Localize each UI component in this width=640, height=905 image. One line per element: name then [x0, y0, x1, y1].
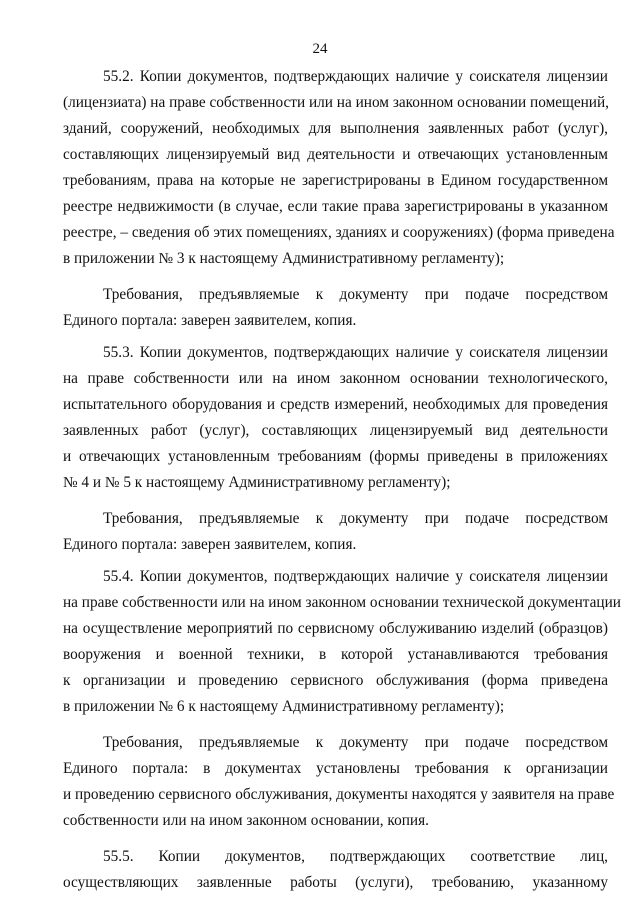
paragraph-55-4 — [63, 564, 621, 720]
paragraph-55-3 — [63, 340, 608, 496]
text-line: заявленных работ (услуг), составляющих лицензируемый вид деятельности — [63, 422, 608, 439]
text-line: вооружения и военной техники, в которой устанавливаются требования — [63, 646, 608, 663]
text-line: (лицензиата) на праве собственности или на ином законном основании помещений, — [63, 94, 609, 111]
text-line: и проведению сервисного обслуживания, документы находятся у заявителя на праве — [63, 786, 615, 803]
text-line: зданий, сооружений, необходимых для выполнения заявленных работ (услуг), — [63, 120, 608, 137]
text-line: к организации и проведению сервисного обслуживания (форма приведена — [63, 672, 608, 689]
text-line: в приложении № 6 к настоящему Административному регламенту); — [63, 698, 505, 715]
document-body — [63, 64, 621, 896]
paragraph-requirements-2 — [63, 506, 608, 558]
text-line: и отвечающих установленным требованиям (формы приведены в приложениях — [63, 448, 608, 465]
paragraph-requirements-3 — [63, 730, 615, 834]
text-line: на осуществление мероприятий по сервисному обслуживанию изделий (образцов) — [63, 620, 608, 637]
text-line: 55.4. Копии документов, подтверждающих наличие у соискателя лицензии — [103, 568, 608, 585]
text-line: испытательного оборудования и средств измерений, необходимых для проведения — [63, 396, 608, 413]
text-line: требованиям, права на которые не зарегистрированы в Едином государственном — [63, 172, 608, 189]
text-line: реестре недвижимости (в случае, если такие права зарегистрированы в указанном — [63, 198, 608, 215]
text-line: Требования, предъявляемые к документу при подаче посредством — [103, 286, 608, 303]
text-line: собственности или на ином законном основании, копия. — [63, 812, 429, 829]
text-line: составляющих лицензируемый вид деятельности и отвечающих установленным — [63, 146, 608, 163]
text-line: осуществляющих заявленные работы (услуги), требованию, указанному — [63, 874, 608, 891]
text-line: Требования, предъявляемые к документу при подаче посредством — [103, 510, 608, 527]
paragraph-requirements-1 — [63, 282, 608, 334]
text-line: № 4 и № 5 к настоящему Административному регламенту); — [63, 474, 451, 491]
page-number: 24 — [312, 41, 328, 57]
text-line: 55.3. Копии документов, подтверждающих наличие у соискателя лицензии — [103, 344, 608, 361]
text-line: 55.5. Копии документов, подтверждающих соответствие лиц, — [103, 848, 608, 865]
paragraph-55-2 — [63, 64, 615, 272]
text-line: в приложении № 3 к настоящему Административному регламенту); — [63, 250, 505, 267]
text-line: на праве собственности или на ином законном основании технической документации — [63, 594, 621, 611]
text-line: 55.2. Копии документов, подтверждающих наличие у соискателя лицензии — [103, 68, 608, 85]
text-line: реестре, – сведения об этих помещениях, зданиях и сооружениях) (форма приведена — [63, 224, 615, 241]
text-line: Единого портала: в документах установлены требования к организации — [63, 760, 608, 777]
text-line: Единого портала: заверен заявителем, копия. — [63, 536, 357, 553]
text-line: Единого портала: заверен заявителем, копия. — [63, 312, 357, 329]
text-line: на праве собственности или на ином законном основании технологического, — [63, 370, 608, 387]
paragraph-55-5 — [63, 844, 608, 896]
text-line: Требования, предъявляемые к документу при подаче посредством — [103, 734, 608, 751]
